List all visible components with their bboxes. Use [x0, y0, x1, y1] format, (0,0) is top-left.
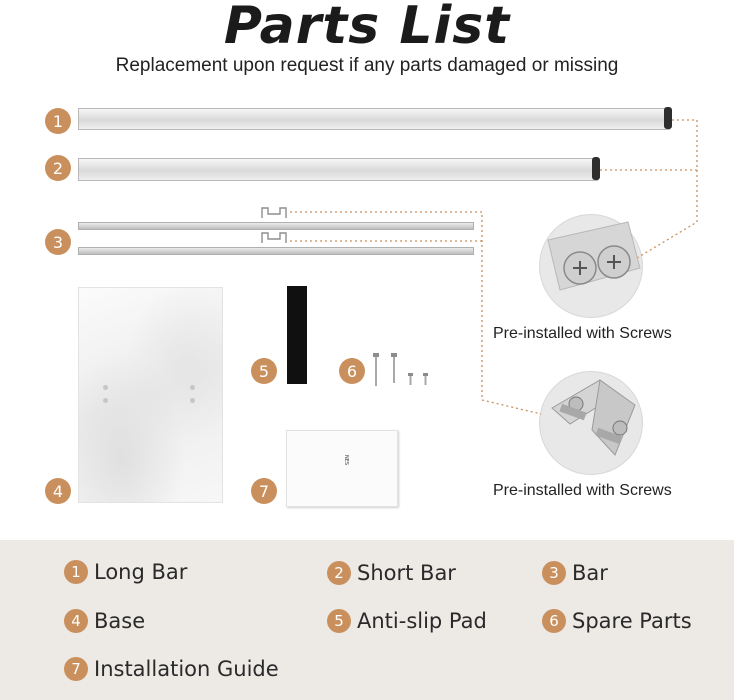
screw-detail-bottom-illustration [552, 380, 635, 455]
bracket-side-detail [592, 380, 635, 455]
screw-head-icon [391, 353, 397, 357]
legend-item-spare-parts [542, 609, 692, 633]
legend-label-bar: Bar [572, 561, 608, 585]
page-title: Parts List [223, 0, 511, 56]
legend-badge-4: 4 [64, 609, 88, 633]
legend-badge-1: 1 [64, 560, 88, 584]
callout-caption-bottom: Pre-installed with Screws [493, 482, 672, 499]
screw-head-icon [408, 373, 413, 376]
part-number-badge-2: 2 [45, 155, 71, 181]
legend-item-base [64, 609, 145, 633]
legend-badge-7: 7 [64, 657, 88, 681]
parts-legend [0, 540, 734, 700]
part-number-badge-4: 4 [45, 478, 71, 504]
part-number-badge-6: 6 [339, 358, 365, 384]
legend-label-installation-guide: Installation Guide [94, 657, 279, 681]
screw-head-icon [373, 353, 379, 357]
bracket-icon-upper [262, 208, 286, 218]
legend-item-short-bar [327, 561, 456, 585]
screw-shank-icon [375, 357, 377, 386]
legend-item-bar [542, 561, 608, 585]
legend-label-anti-slip-pad: Anti-slip Pad [357, 609, 487, 633]
legend-item-anti-slip-pad [327, 609, 487, 633]
legend-item-long-bar [64, 560, 187, 584]
legend-label-long-bar: Long Bar [94, 560, 188, 584]
booklet-brand-text: NES [343, 454, 350, 466]
legend-item-installation-guide [64, 657, 279, 681]
leader-bar-bracket-upper [290, 212, 541, 414]
screw-shank-icon [425, 376, 427, 385]
spare-screws-image [373, 353, 428, 386]
part-number-badge-3: 3 [45, 229, 71, 255]
part-number-badge-1: 1 [45, 108, 71, 134]
legend-label-short-bar: Short Bar [357, 561, 456, 585]
screw-detail-top-illustration [548, 222, 640, 290]
screw-head-icon [423, 373, 428, 376]
callout-caption-top: Pre-installed with Screws [493, 325, 672, 342]
part-number-badge-7: 7 [251, 478, 277, 504]
legend-label-base: Base [94, 609, 146, 633]
screw-shank-icon [393, 357, 395, 383]
bar-brackets [262, 208, 286, 243]
legend-badge-2: 2 [327, 561, 351, 585]
leader-long-bar [637, 120, 697, 258]
screw-shank-icon [410, 376, 412, 385]
bracket-icon-lower [262, 233, 286, 243]
part-number-badge-5: 5 [251, 358, 277, 384]
legend-badge-5: 5 [327, 609, 351, 633]
legend-badge-6: 6 [542, 609, 566, 633]
screw-head-icon [613, 421, 627, 435]
legend-badge-3: 3 [542, 561, 566, 585]
legend-label-spare-parts: Spare Parts [572, 609, 692, 633]
page-subtitle: Replacement upon request if any parts damaged or missing [115, 55, 619, 76]
